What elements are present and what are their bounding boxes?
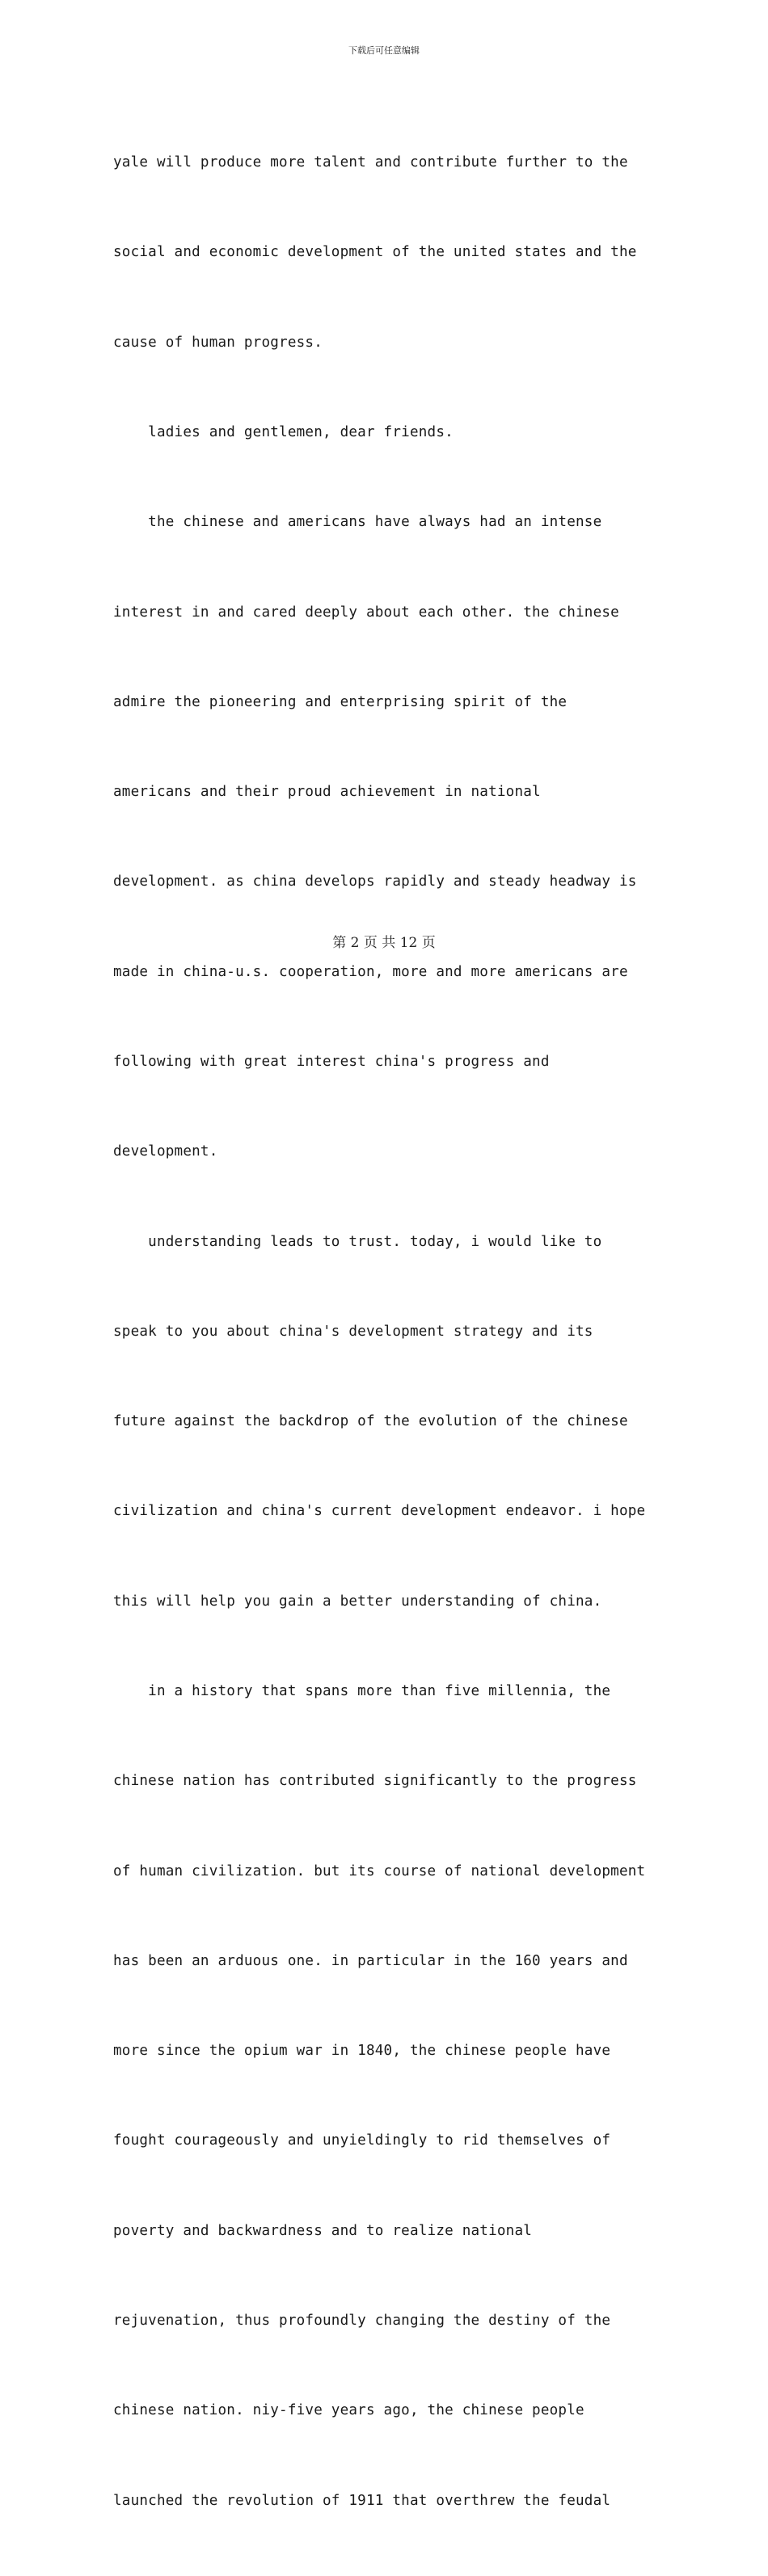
text-line: development. as china develops rapidly and steady headway is <box>113 873 637 890</box>
text-line: more since the opium war in 1840, the chinese people have <box>113 2043 611 2060</box>
text-line: rejuvenation, thus profoundly changing the destiny of the <box>113 2312 611 2329</box>
text-line: of human civilization. but its course of national development <box>113 1863 646 1879</box>
text-line: admire the pioneering and enterprising spirit of the <box>113 693 568 710</box>
text-line: made in china-u.s. cooperation, more and more americans are <box>113 963 628 980</box>
text-line: poverty and backwardness and to realize national <box>113 2222 533 2239</box>
page-header: 下载后可任意编辑 <box>348 45 420 56</box>
page-number-footer: 第 2 页 共 12 页 <box>332 935 436 951</box>
text-line: social and economic development of the united states and the <box>113 244 637 261</box>
text-line: chinese nation has contributed significantly to the progress <box>113 1773 637 1790</box>
text-line: speak to you about china's development strategy and its <box>113 1323 593 1340</box>
body-text <box>113 88 655 2576</box>
text-line: cause of human progress. <box>113 334 323 351</box>
text-line: chinese nation. niy-five years ago, the chinese people <box>113 2402 584 2419</box>
text-line: ladies and gentlemen, dear friends. <box>113 424 454 441</box>
text-line: civilization and china's current development endeavor. i hope <box>113 1503 646 1520</box>
text-line: development. <box>113 1143 218 1160</box>
text-line: understanding leads to trust. today, i would like to <box>113 1233 602 1250</box>
text-line: americans and their proud achievement in national <box>113 784 541 801</box>
text-line: launched the revolution of 1911 that overthrew the feudal <box>113 2492 611 2509</box>
text-line: future against the backdrop of the evolution of the chinese <box>113 1413 628 1430</box>
text-line: fought courageously and unyieldingly to rid themselves of <box>113 2132 611 2149</box>
text-line: yale will produce more talent and contribute further to the <box>113 154 628 171</box>
text-line: in a history that spans more than five millennia, the <box>113 1682 611 1699</box>
text-line: following with great interest china's progress and <box>113 1054 550 1070</box>
text-line: this will help you gain a better understanding of china. <box>113 1593 602 1610</box>
text-line: the chinese and americans have always had an intense <box>113 514 602 531</box>
text-line: has been an arduous one. in particular in the 160 years and <box>113 1952 628 1969</box>
text-line: interest in and cared deeply about each other. the chinese <box>113 604 619 621</box>
